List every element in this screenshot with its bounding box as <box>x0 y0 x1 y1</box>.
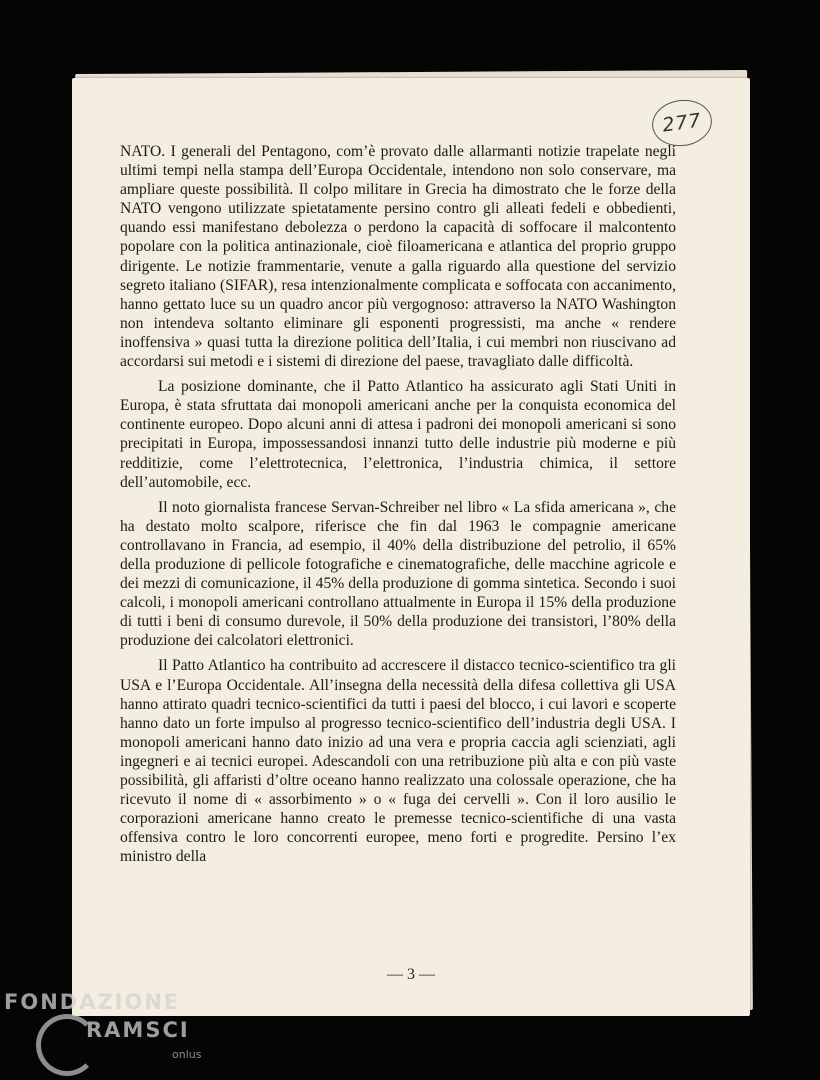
page-folio: — 3 — <box>387 966 435 983</box>
watermark-line1: FONDAZIONE <box>4 990 181 1014</box>
paragraph-3: Il noto giornalista francese Servan-Schreiber nel libro « La sfida americana », che ha destato molto scalpore, riferisce che fin dal 1963 le compagnie americane controllavano in Francia, ad esempio, il 40% della distribuzione del petrolio, il 65% della produzione di pellicole fotografiche e cinematografiche, delle macchine agricole e dei mezzi di comunicazione, il 45% della produzione di gomma sintetica. Secondo i suoi calcoli, i monopoli americani controllano attualmente in Europa il 15% della produzione di tutti i beni di consumo durevole, il 50% della produzione dei transistori, l’80% della produzione dei calcolatori elettronici. <box>120 498 676 650</box>
paragraph-4: Il Patto Atlantico ha contribuito ad accrescere il distacco tecnico-scientifico tra gli USA e l’Europa Occidentale. All’insegna della necessità della difesa collettiva gli USA hanno attirato quadri tecnico-scientifici da tutti i paesi del blocco, i cui lavori e scoperte hanno dato un forte impulso al progresso tecnico-scientifico dell’industria degli USA. I monopoli americani hanno dato inizio ad una vera e propria caccia agli scienziati, agli ingegneri e ai tecnici europei. Adescandoli con una retribuzione più alta e con più vaste possibilità, gli affaristi d’oltre oceano hanno realizzato una colossale operazione, che ha ricevuto il nome di « assorbimento » o « fuga dei cervelli ». Con il loro ausilio le corporazioni americane hanno creato le premesse tecnico-scientifiche di una vasta offensiva contro le loro concorrenti europee, meno forti e progredite. Persino l’ex ministro della <box>120 657 676 866</box>
watermark-line3: onlus <box>172 1048 202 1061</box>
annotation-text: 277 <box>661 109 703 137</box>
body-text <box>120 142 676 872</box>
paragraph-2: La posizione dominante, che il Patto Atlantico ha assicurato agli Stati Uniti in Europa, è stata sfruttata dai monopoli americani anche per la conquista economica del continente europeo. Dopo alcuni anni di attesa i padroni dei monopoli americani si sono precipitati in Europa, impossessandosi innanzi tutto delle industrie più moderne e più redditizie, come l’elettrotecnica, l’elettronica, l’industria chimica, il settore dell’automobile, ecc. <box>120 378 676 491</box>
document-page <box>72 78 750 1016</box>
paragraph-1: NATO. I generali del Pentagono, com’è provato dalle allarmanti notizie trapelate negli ultimi tempi nella stampa dell’Europa Occidentale, intendono non solo conservare, ma ampliare queste possibilità. Il colpo militare in Grecia ha dimostrato che le forze della NATO vengono utilizzate spietatamente persino contro gli alleati fedeli e obbedienti, quando essi manifestano debolezza o perdono la capacità di soffocare il malcontento popolare con la politica antinazionale, cioè filoamericana e atlantica del proprio gruppo dirigente. Le notizie frammentarie, venute a galla riguardo alla questione del servizio segreto italiano (SIFAR), resa intenzionalmente complicata e soffocata con accanimento, hanno gettato luce su un quadro ancor più vergognoso: attraverso la NATO Washington non intendeva soltanto eliminare gli esponenti progressisti, ma anche « rendere inoffensiva » quasi tutta la direzione politica dell’Italia, i cui membri non riuscivano ad accordarsi sui metodi e i sistemi di direzione del paese, travagliato dalle difficoltà. <box>120 143 676 371</box>
fondazione-gramsci-watermark <box>4 988 224 1076</box>
watermark-line2: RAMSCI <box>86 1018 190 1042</box>
